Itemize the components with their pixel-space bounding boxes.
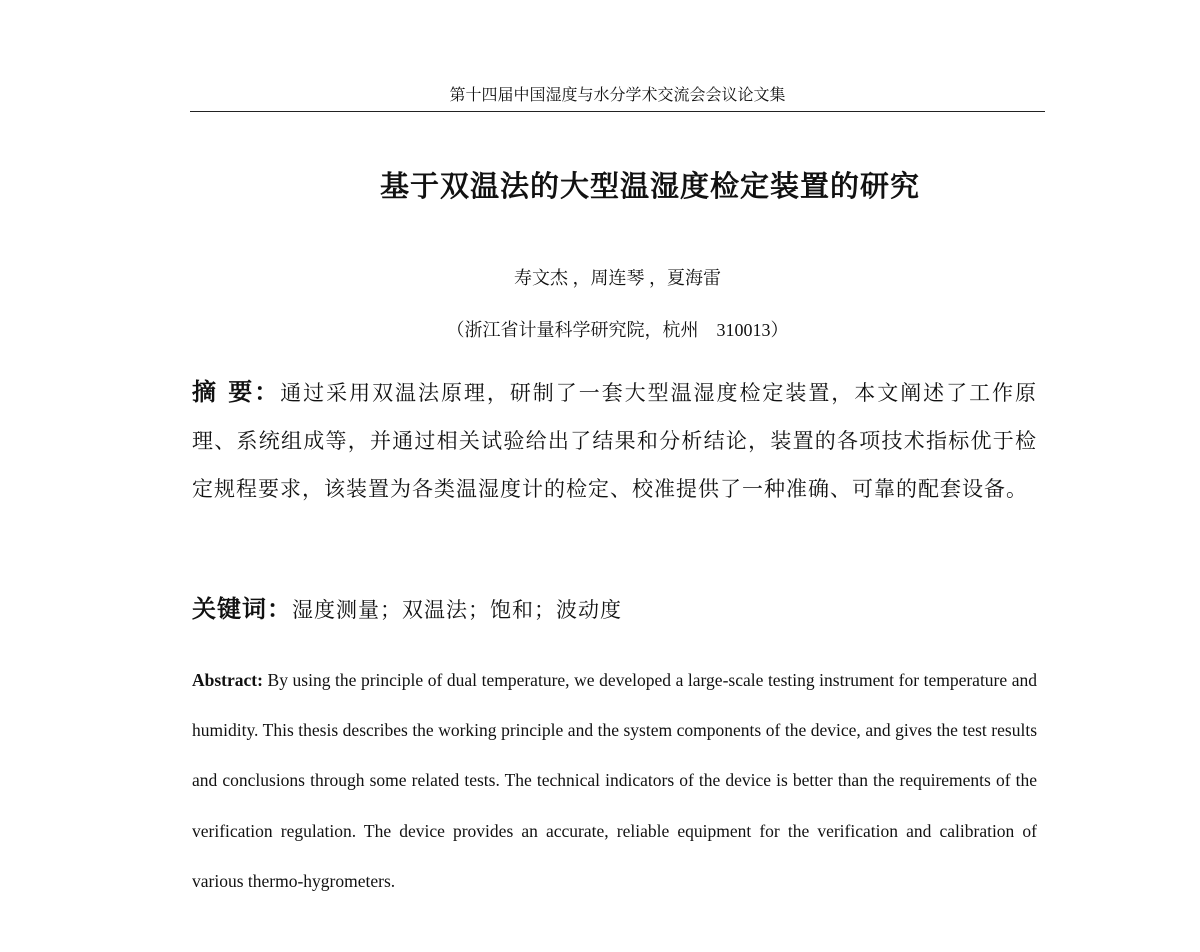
abstract-english-text: By using the principle of dual temperature, we developed a large-scale testing instrument for temperature and humidity. This thesis describes the working principle and the system components of the device, and gives the test results and conclusions through some related tests. The technical indicators of the device is better than the requirements of the verification regulation. The device provides an accurate, reliable equipment for the verification and calibration of various thermo-hygrometers. bbox=[192, 670, 1037, 891]
abstract-chinese bbox=[192, 368, 1037, 513]
keywords-label: 关键词： bbox=[192, 595, 292, 623]
running-head: 第十四届中国湿度与水分学术交流会会议论文集 bbox=[449, 87, 786, 104]
header-rule bbox=[190, 111, 1045, 112]
abstract-english-label: Abstract: bbox=[192, 670, 263, 690]
affiliation: （浙江省计量科学研究院，杭州 310013） bbox=[446, 320, 789, 340]
keywords bbox=[192, 585, 1037, 634]
keywords-text: 湿度测量；双温法；饱和；波动度 bbox=[292, 598, 622, 622]
authors: 寿文杰 ，周连琴 ，夏海雷 bbox=[514, 268, 721, 288]
abstract-chinese-label: 摘 要： bbox=[192, 378, 281, 406]
abstract-english bbox=[192, 655, 1037, 906]
abstract-chinese-text: 通过采用双温法原理，研制了一套大型温湿度检定装置，本文阐述了工作原理、系统组成等，并通过相关试验给出了结果和分析结论，装置的各项技术指标优于检定规程要求，该装置为各类温湿度计的检定、校准提供了一种准确、可靠的配套设备。 bbox=[192, 381, 1038, 501]
paper-title: 基于双温法的大型温湿度检定装置的研究 bbox=[379, 169, 920, 203]
